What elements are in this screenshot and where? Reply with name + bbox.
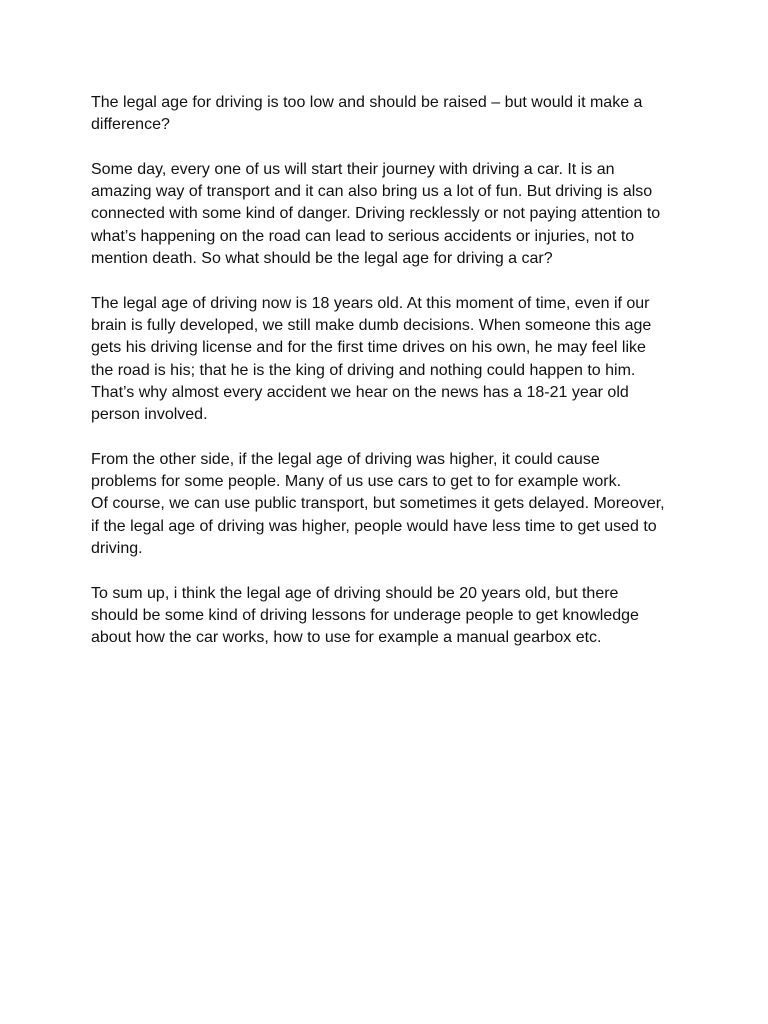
text-line: person involved. — [91, 406, 208, 424]
text-line: about how the car works, how to use for example a manual gearbox etc. — [91, 629, 602, 647]
text-line: From the other side, if the legal age of driving was higher, it could cause — [91, 450, 600, 468]
text-line: gets his driving license and for the first time drives on his own, he may feel like — [91, 339, 646, 357]
paragraph-gap — [91, 270, 691, 292]
text-line: The legal age of driving now is 18 years old. At this moment of time, even if our — [91, 294, 650, 312]
text-line: problems for some people. Many of us use cars to get to for example work. — [91, 473, 622, 491]
text-line: should be some kind of driving lessons for underage people to get knowledge — [91, 606, 639, 624]
paragraph-conclusion — [91, 583, 691, 650]
text-line: brain is fully developed, we still make dumb decisions. When someone this age — [91, 316, 652, 334]
text-line: driving. — [91, 539, 143, 557]
text-line: To sum up, i think the legal age of driving should be 20 years old, but there — [91, 584, 619, 602]
paragraph-title — [91, 92, 691, 137]
text-line: connected with some kind of danger. Driving recklessly or not paying attention to — [91, 205, 661, 223]
text-line: if the legal age of driving was higher, people would have less time to get used to — [91, 517, 657, 535]
text-line: amazing way of transport and it can also bring us a lot of fun. But driving is also — [91, 183, 653, 201]
document-body — [91, 92, 691, 649]
paragraph-other-side — [91, 449, 691, 560]
text-line: the road is his; that he is the king of driving and nothing could happen to him. — [91, 361, 636, 379]
paragraph-gap — [91, 137, 691, 159]
text-line: difference? — [91, 116, 170, 134]
paragraph-current-age — [91, 293, 691, 427]
paragraph-gap — [91, 426, 691, 448]
text-line: what’s happening on the road can lead to serious accidents or injuries, not to — [91, 227, 635, 245]
paragraph-intro — [91, 159, 691, 270]
text-line: Of course, we can use public transport, but sometimes it gets delayed. Moreover, — [91, 495, 665, 513]
paragraph-gap — [91, 560, 691, 582]
text-line: That’s why almost every accident we hear on the news has a 18-21 year old — [91, 383, 629, 401]
text-line: mention death. So what should be the legal age for driving a car? — [91, 250, 553, 268]
text-line: Some day, every one of us will start their journey with driving a car. It is an — [91, 160, 615, 178]
text-line: The legal age for driving is too low and should be raised – but would it make a — [91, 94, 643, 111]
